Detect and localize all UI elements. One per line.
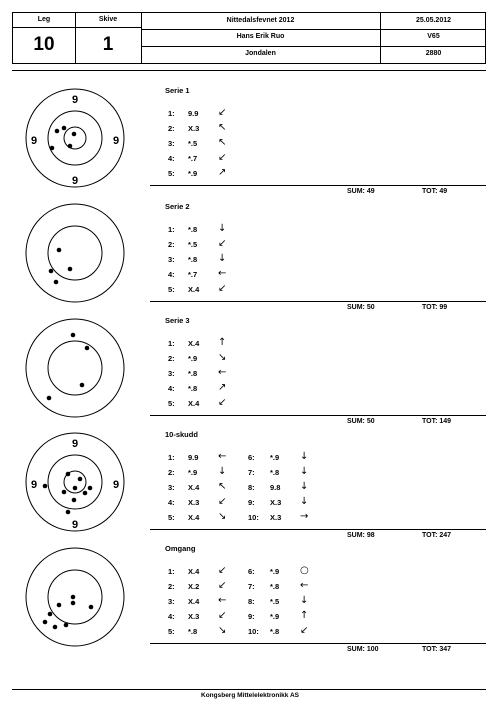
series-sum: SUM: 50 bbox=[347, 304, 375, 311]
skive-label: Skive bbox=[98, 16, 118, 23]
series-title: Omgang bbox=[165, 544, 196, 553]
shot-direction-icon: ↙ bbox=[218, 565, 227, 576]
shot-number: 10: bbox=[248, 513, 259, 522]
shot-direction-icon: ↙ bbox=[218, 496, 227, 507]
shot-number: 2: bbox=[168, 124, 175, 133]
shot-value: *.5 bbox=[270, 597, 280, 606]
series-total: TOT: 99 bbox=[422, 304, 448, 311]
shot-value: X.3 bbox=[270, 498, 282, 507]
series-sum: SUM: 100 bbox=[347, 646, 379, 653]
series-total: TOT: 49 bbox=[422, 188, 448, 195]
shot-direction-icon: ↗ bbox=[218, 382, 227, 393]
series-title: Serie 2 bbox=[165, 202, 190, 211]
shot-direction-icon: ↙ bbox=[218, 107, 227, 118]
series-total: TOT: 149 bbox=[422, 418, 452, 425]
shot-hole bbox=[68, 144, 73, 149]
shot-value: *.9 bbox=[270, 453, 280, 462]
shot-value: X.4 bbox=[188, 567, 200, 576]
shot-number: 4: bbox=[168, 154, 175, 163]
series-sum: SUM: 98 bbox=[347, 532, 375, 539]
shot-value: *.8 bbox=[270, 468, 280, 477]
shot-direction-icon: ↓ bbox=[300, 451, 309, 462]
shot-hole bbox=[55, 129, 60, 134]
shot-number: 4: bbox=[168, 270, 175, 279]
shot-direction-icon: ↑ bbox=[300, 610, 309, 621]
club-name: Jondalen bbox=[245, 50, 276, 57]
shot-number: 2: bbox=[168, 240, 175, 249]
leg-label: Leg bbox=[37, 16, 51, 23]
shot-value: *.8 bbox=[188, 225, 198, 234]
shot-hole bbox=[62, 126, 67, 131]
shot-value: 9.9 bbox=[188, 109, 199, 118]
shot-hole bbox=[62, 490, 67, 495]
shot-value: X.3 bbox=[188, 498, 200, 507]
shot-direction-icon: ↓ bbox=[218, 253, 227, 264]
shot-number: 1: bbox=[168, 453, 175, 462]
target-middle-ring bbox=[48, 111, 102, 165]
shot-value: X.3 bbox=[270, 513, 282, 522]
shot-direction-icon: ↓ bbox=[300, 481, 309, 492]
shot-hole bbox=[43, 484, 48, 489]
shot-value: *.9 bbox=[188, 354, 198, 363]
target-diagram bbox=[25, 432, 125, 532]
shot-value: *.9 bbox=[188, 169, 198, 178]
sum-divider bbox=[150, 643, 486, 644]
target-diagram bbox=[25, 203, 125, 303]
series-title: Serie 3 bbox=[165, 316, 190, 325]
shot-direction-icon: ↘ bbox=[218, 625, 227, 636]
shot-hole bbox=[66, 510, 71, 515]
shot-value: *.9 bbox=[270, 612, 280, 621]
shot-number: 3: bbox=[168, 139, 175, 148]
shot-direction-icon: ↙ bbox=[218, 238, 227, 249]
ring-score-label: 9 bbox=[112, 479, 120, 491]
series-title: 10-skudd bbox=[165, 430, 198, 439]
shot-number: 6: bbox=[248, 453, 255, 462]
shot-number: 8: bbox=[248, 483, 255, 492]
shot-direction-icon: ← bbox=[218, 268, 227, 279]
shot-number: 4: bbox=[168, 384, 175, 393]
shot-number: 4: bbox=[168, 498, 175, 507]
shot-value: X.4 bbox=[188, 597, 200, 606]
shot-hole bbox=[73, 486, 78, 491]
shot-value: X.2 bbox=[188, 582, 200, 591]
footer-text: Kongsberg Mittelelektronikk AS bbox=[201, 692, 299, 699]
shot-hole bbox=[50, 146, 55, 151]
target-diagram bbox=[25, 88, 125, 188]
shot-direction-icon: ← bbox=[218, 595, 227, 606]
shot-number: 5: bbox=[168, 513, 175, 522]
shot-value: *.7 bbox=[188, 154, 198, 163]
shot-hole bbox=[54, 280, 59, 285]
target-diagram bbox=[25, 318, 125, 418]
shot-direction-icon: ↓ bbox=[218, 466, 227, 477]
shot-hole bbox=[43, 620, 48, 625]
shot-number: 2: bbox=[168, 354, 175, 363]
shot-value: *.8 bbox=[188, 384, 198, 393]
shot-number: 3: bbox=[168, 483, 175, 492]
shot-hole bbox=[88, 486, 93, 491]
ring-score-label: 9 bbox=[71, 94, 79, 106]
shot-direction-icon: ↗ bbox=[218, 167, 227, 178]
sum-divider bbox=[150, 185, 486, 186]
shot-value: X.4 bbox=[188, 483, 200, 492]
shot-number: 5: bbox=[168, 627, 175, 636]
shot-value: *.9 bbox=[270, 567, 280, 576]
shot-direction-icon: ↙ bbox=[218, 397, 227, 408]
shot-direction-icon: → bbox=[300, 511, 309, 522]
shot-value: *.5 bbox=[188, 139, 198, 148]
series-total: TOT: 347 bbox=[422, 646, 452, 653]
shot-hole bbox=[80, 383, 85, 388]
target-middle-ring bbox=[48, 341, 102, 395]
series-sum: SUM: 49 bbox=[347, 188, 375, 195]
sum-divider bbox=[150, 415, 486, 416]
shot-direction-icon: ↓ bbox=[300, 466, 309, 477]
shot-value: *.5 bbox=[188, 240, 198, 249]
header-table bbox=[12, 12, 486, 64]
shot-value: *.8 bbox=[188, 369, 198, 378]
shot-value: 9.9 bbox=[188, 453, 199, 462]
shot-direction-icon: ↓ bbox=[218, 223, 227, 234]
shot-number: 10: bbox=[248, 627, 259, 636]
ring-score-label: 9 bbox=[30, 479, 38, 491]
target-inner-ring bbox=[64, 127, 86, 149]
shot-value: X.4 bbox=[188, 339, 200, 348]
shot-hole bbox=[68, 267, 73, 272]
target-diagram bbox=[25, 547, 125, 647]
shot-direction-icon: ↙ bbox=[218, 580, 227, 591]
shot-number: 2: bbox=[168, 582, 175, 591]
shot-number: 6: bbox=[248, 567, 255, 576]
sum-divider bbox=[150, 529, 486, 530]
shot-number: 4: bbox=[168, 612, 175, 621]
shot-value: *.8 bbox=[270, 582, 280, 591]
ring-score-label: 9 bbox=[71, 175, 79, 187]
shot-number: 3: bbox=[168, 369, 175, 378]
shot-value: *.8 bbox=[270, 627, 280, 636]
ring-score-label: 9 bbox=[71, 519, 79, 531]
shot-hole bbox=[48, 612, 53, 617]
shot-number: 9: bbox=[248, 612, 255, 621]
skive-value: 1 bbox=[102, 34, 114, 55]
event-date: 25.05.2012 bbox=[415, 17, 452, 24]
shot-value: X.4 bbox=[188, 513, 200, 522]
leg-value: 10 bbox=[33, 34, 55, 55]
ring-score-label: 9 bbox=[112, 135, 120, 147]
shot-direction-icon: ↙ bbox=[218, 152, 227, 163]
sum-divider bbox=[150, 301, 486, 302]
shot-direction-icon: ↑ bbox=[218, 337, 227, 348]
shot-hole bbox=[83, 491, 88, 496]
shot-hole bbox=[64, 623, 69, 628]
shot-direction-icon: ← bbox=[218, 451, 227, 462]
shot-number: 5: bbox=[168, 285, 175, 294]
shot-hole bbox=[89, 605, 94, 610]
shot-direction-icon: ↓ bbox=[300, 496, 309, 507]
shot-direction-icon: ↓ bbox=[300, 595, 309, 606]
shot-number: 1: bbox=[168, 225, 175, 234]
shot-value: X.4 bbox=[188, 399, 200, 408]
shot-hole bbox=[66, 472, 71, 477]
shot-hole bbox=[57, 603, 62, 608]
footer-rule bbox=[12, 689, 486, 690]
shot-value: X.3 bbox=[188, 612, 200, 621]
shot-direction-icon: ↙ bbox=[218, 610, 227, 621]
shot-value: *.7 bbox=[188, 270, 198, 279]
header-divider bbox=[12, 70, 486, 71]
shot-value: X.3 bbox=[188, 124, 200, 133]
shooter-name: Hans Erik Ruo bbox=[236, 33, 285, 40]
ring-score-label: 9 bbox=[71, 438, 79, 450]
shot-value: *.8 bbox=[188, 255, 198, 264]
series-total: TOT: 247 bbox=[422, 532, 452, 539]
shooter-class: V65 bbox=[427, 33, 440, 40]
shot-hole bbox=[72, 132, 77, 137]
shot-direction-icon: ← bbox=[218, 367, 227, 378]
shot-value: *.8 bbox=[188, 627, 198, 636]
shot-value: X.4 bbox=[188, 285, 200, 294]
shot-number: 5: bbox=[168, 169, 175, 178]
shot-direction-icon: ↘ bbox=[218, 352, 227, 363]
shot-direction-icon: ↖ bbox=[218, 137, 227, 148]
shot-direction-icon: ↖ bbox=[218, 122, 227, 133]
shot-value: *.9 bbox=[188, 468, 198, 477]
shot-number: 2: bbox=[168, 468, 175, 477]
shot-direction-icon: ↙ bbox=[218, 283, 227, 294]
shot-hole bbox=[49, 269, 54, 274]
shot-hole bbox=[85, 346, 90, 351]
ring-score-label: 9 bbox=[30, 135, 38, 147]
shot-number: 3: bbox=[168, 255, 175, 264]
shot-hole bbox=[71, 601, 76, 606]
shot-hole bbox=[78, 477, 83, 482]
shot-number: 1: bbox=[168, 567, 175, 576]
shot-hole bbox=[71, 333, 76, 338]
target-outer-ring bbox=[26, 319, 124, 417]
event-name: Nittedalsfevnet 2012 bbox=[226, 17, 295, 24]
shot-direction-icon: ○ bbox=[300, 565, 309, 576]
shot-direction-icon: ← bbox=[300, 580, 309, 591]
shot-hole bbox=[47, 396, 52, 401]
shot-number: 7: bbox=[248, 582, 255, 591]
shot-number: 3: bbox=[168, 597, 175, 606]
shot-number: 1: bbox=[168, 339, 175, 348]
series-sum: SUM: 50 bbox=[347, 418, 375, 425]
shot-number: 9: bbox=[248, 498, 255, 507]
series-title: Serie 1 bbox=[165, 86, 190, 95]
shot-value: 9.8 bbox=[270, 483, 281, 492]
shot-direction-icon: ↙ bbox=[300, 625, 309, 636]
shot-hole bbox=[71, 595, 76, 600]
shot-direction-icon: ↘ bbox=[218, 511, 227, 522]
shot-hole bbox=[53, 625, 58, 630]
shot-number: 8: bbox=[248, 597, 255, 606]
shot-number: 7: bbox=[248, 468, 255, 477]
target-middle-ring bbox=[48, 226, 102, 280]
shot-number: 5: bbox=[168, 399, 175, 408]
shot-hole bbox=[72, 498, 77, 503]
shot-number: 1: bbox=[168, 109, 175, 118]
shot-hole bbox=[57, 248, 62, 253]
shot-direction-icon: ↖ bbox=[218, 481, 227, 492]
target-outer-ring bbox=[26, 204, 124, 302]
shooter-number: 2880 bbox=[425, 50, 442, 57]
